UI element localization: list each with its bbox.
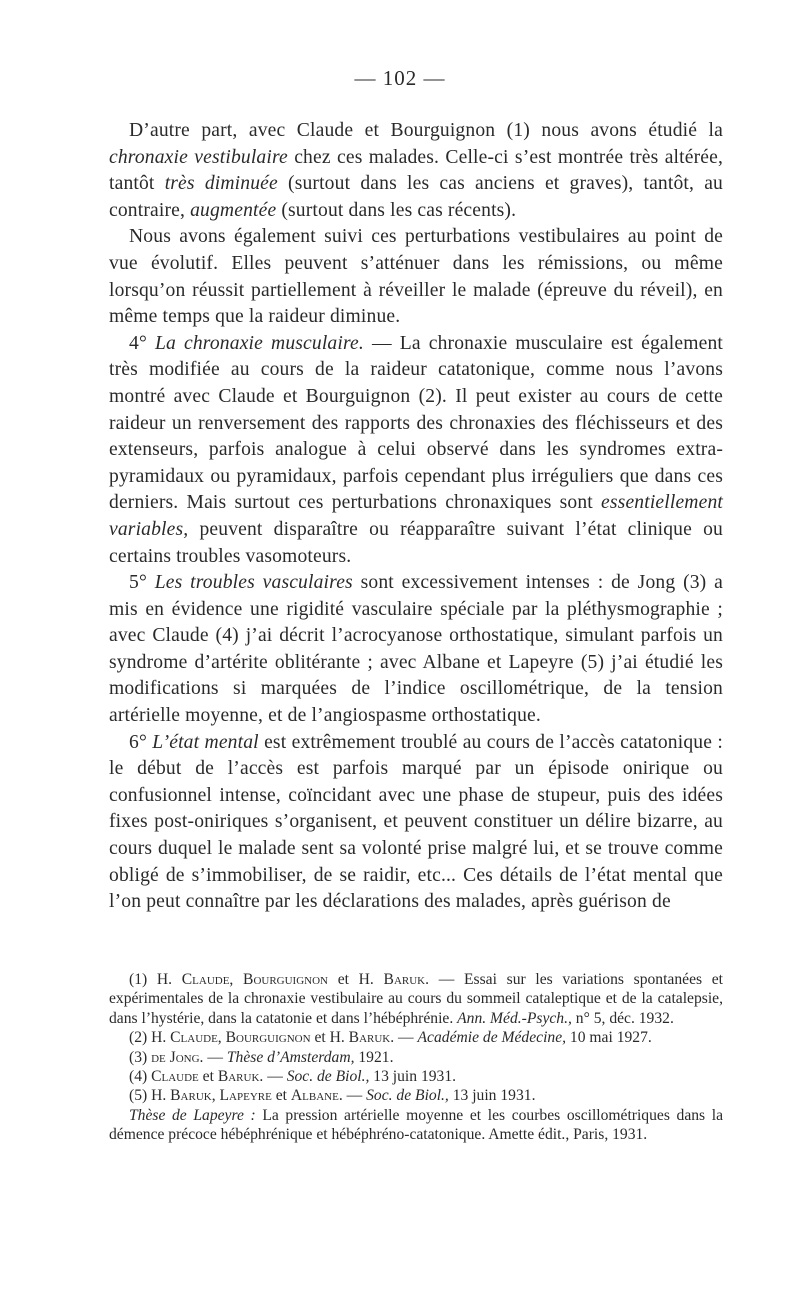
text-run: peuvent disparaître ou réapparaître suivant l’état clinique ou certains troubles vasomoteurs. — [109, 518, 723, 567]
paragraph-evolution: Nous avons également suivi ces perturbations vestibulaires au point de vue évolutif. Elles peuvent s’atténuer dans les rémissions, ou même lorsqu’on réussit partiellement à réveiller le malade (épreuve du réveil), en même temps que la raideur diminue. — [109, 226, 723, 328]
text-run: est extrêmement troublé au cours de l’accès catatonique : le début de l’accès est parfois marqué par un épisode onirique ou confusionnel intense, coïncidant avec une phase de stupeur, puis des idées fixes post-oniriques s’organisent, et peuvent constituer un délire bizarre, au cours duquel le malade sent sa volonté prise malgré lui, et se trouve comme obligé de s’immobiliser, de se raidir, etc... Ces détails de l’état mental que l’on peut connaître par les déclarations des malades, après guérison de — [109, 731, 723, 913]
text-run: — — [342, 1087, 367, 1105]
text-run: 10 mai 1927. — [566, 1029, 652, 1047]
text-run: n° 5, déc. 1932. — [571, 1009, 674, 1027]
text-run: (surtout dans les cas anciens et graves), tantôt, au contraire, — [109, 173, 723, 221]
author-names: Claude — [151, 1068, 199, 1086]
text-run: et H. — [328, 971, 384, 988]
italic-term: chronaxie vestibulaire — [109, 146, 288, 168]
italic-term: très diminuée — [164, 173, 278, 195]
section-number: 5° — [129, 572, 155, 594]
paragraph-vascular-troubles — [109, 570, 723, 730]
footnote-5 — [109, 1086, 723, 1105]
footnote-number: (4) — [129, 1068, 152, 1086]
text-run: — La chronaxie musculaire est également très modifiée au cours de la raideur catatonique, comme nous l’avons montré avec Claude et Bourguignon (2). Il peut exister au cours de cette raideur un renversement des rapports des chronaxies des fléchisseurs et des extenseurs, parfois analogue à celui observé dans les syndromes extra-pyramidaux ou pyramidaux, parfois cependant plus irréguliers que dans ces derniers. Mais surtout ces perturbations chronaxiques sont — [109, 332, 724, 514]
text-run: sont excessivement intenses : de Jong (3) a mis en évidence une rigidité vasculaire spéciale par la pléthysmographie ; avec Claude (4) j’ai décrit l’acrocyanose orthostatique, simulant parfois un syndrome d’artérite oblitérante ; avec Albane et Lapeyre (5) j’ai étudié les modifications si marquées de l’indice oscillométrique, de la tension artérielle moyenne, et de l’angiospasme orthostatique. — [109, 572, 723, 727]
author-names: Baruk, Lapeyre — [170, 1087, 272, 1105]
paragraph-vestibular-chronaxie — [109, 118, 723, 224]
author-names: de Jong. — [151, 1048, 204, 1066]
paragraph-muscular-chronaxie — [109, 331, 723, 570]
italic-term: augmentée — [190, 199, 277, 221]
journal-title: Académie de Médecine, — [417, 1029, 567, 1047]
journal-title: Ann. Méd.-Psych., — [457, 1009, 572, 1027]
text-run: et H. — [310, 1029, 349, 1047]
section-number: 6° — [129, 731, 153, 753]
section-heading: Les troubles vasculaires — [154, 572, 353, 594]
footnote-1 — [109, 970, 723, 1028]
page-number: — 102 — — [354, 66, 446, 90]
text-run: — — [394, 1029, 418, 1047]
author-names: Albane. — [290, 1087, 343, 1105]
footnote-2 — [109, 1028, 723, 1047]
footnote-number: (1) H. — [129, 971, 182, 988]
text-run: La pression artérielle moyenne et les courbes oscillométriques dans la démence précoce hébéphrénique et hébéphréno-catatonique. Amette édit., Paris, 1931. — [109, 1106, 723, 1144]
text-run: — — [203, 1048, 227, 1066]
footnote-5-thesis — [109, 1106, 723, 1145]
text-run: 13 juin 1931. — [448, 1087, 536, 1105]
italic-term: essentiellement variables, — [109, 492, 723, 540]
text-run: 13 juin 1931. — [369, 1068, 457, 1086]
footnote-3 — [109, 1048, 723, 1067]
text-run: D’autre part, avec Claude et Bourguignon (1) nous avons étudié la — [129, 120, 723, 141]
text-run: chez ces malades. Celle-ci s’est montrée très altérée, tantôt — [109, 146, 723, 195]
section-heading: L’état mental — [152, 731, 259, 753]
author-names: Baruk. — [348, 1029, 395, 1047]
text-run: (surtout dans les cas récents). — [276, 199, 517, 221]
section-heading: La chronaxie musculaire. — [154, 332, 364, 354]
text-run: — — [263, 1068, 287, 1086]
footnote-number: (2) H. — [129, 1029, 171, 1047]
journal-title: Soc. de Biol., — [366, 1087, 449, 1105]
journal-title: Thèse d’Amsterdam, — [226, 1048, 355, 1066]
text-run: — Essai sur les variations spontanées et expérimentales de la chronaxie vestibulaire au cours du sommeil cataleptique et de la catalepsie, dans l’hystérie, dans la catatonie et dans l’hébéphrénie. — [109, 971, 724, 1027]
thesis-title: Thèse de Lapeyre : — [129, 1106, 256, 1124]
author-names: Claude, Bourguignon — [170, 1029, 311, 1047]
text-run: 1921. — [354, 1048, 394, 1066]
footnotes — [109, 970, 723, 1145]
footnote-4 — [109, 1067, 723, 1086]
footnote-number: (5) H. — [129, 1087, 171, 1105]
footnote-number: (3) — [129, 1048, 152, 1066]
text-run: et — [198, 1068, 218, 1086]
author-names: Baruk. — [217, 1068, 264, 1086]
section-number: 4° — [129, 332, 155, 354]
journal-title: Soc. de Biol., — [286, 1068, 370, 1086]
author-names: Baruk. — [383, 971, 430, 988]
author-names: Claude, Bourguignon — [181, 971, 328, 988]
paragraph-mental-state — [109, 730, 723, 916]
text-run: et — [271, 1087, 291, 1105]
body-text — [109, 118, 723, 916]
